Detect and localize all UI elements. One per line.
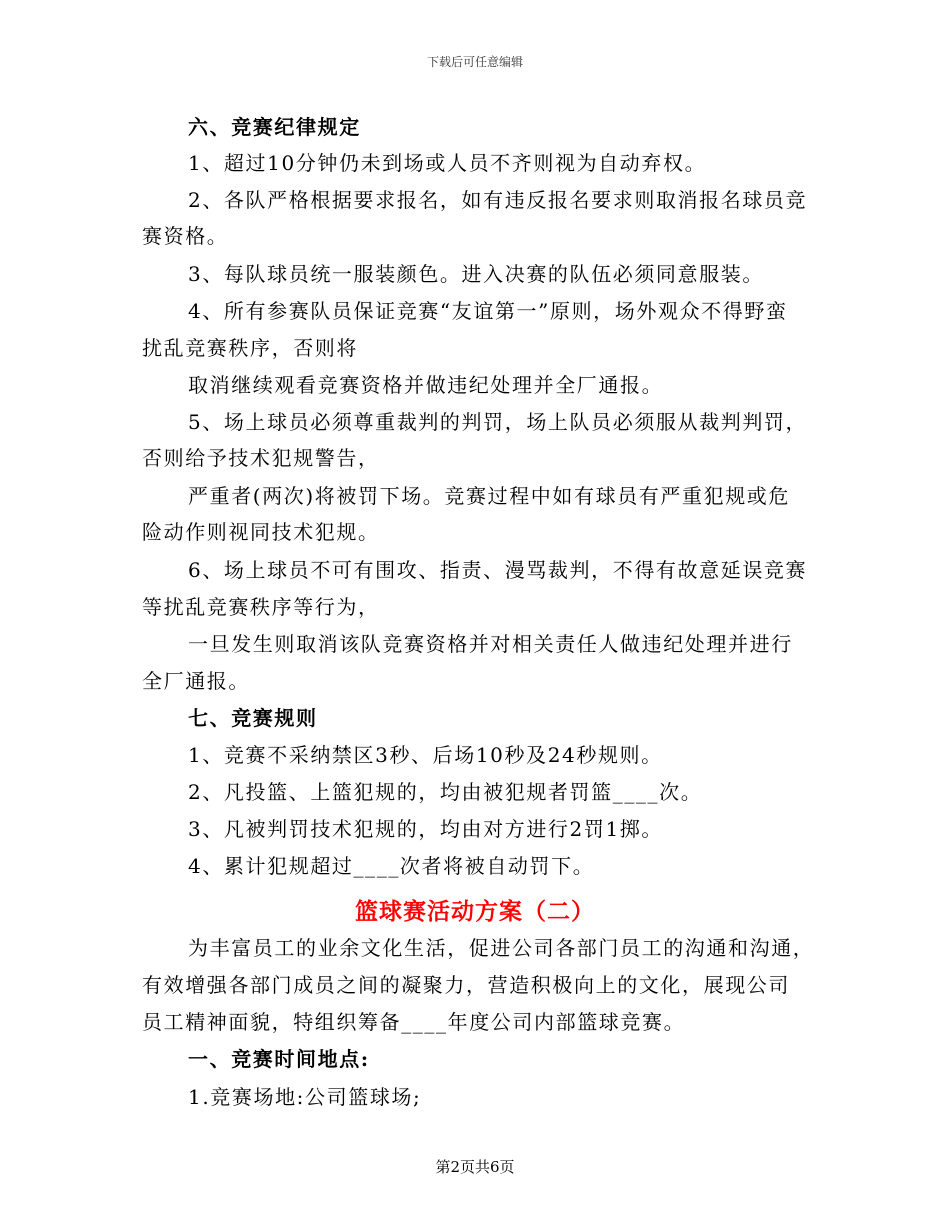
page-number: 第2页共6页 [435,1158,515,1176]
rule-6-5: 5、场上球员必须尊重裁判的判罚，场上队员必须服从裁判判罚， [188,410,808,434]
rule-6-5-cont3: 险动作则视同技术犯规。 [142,520,380,544]
rule-6-3: 3、每队球员统一服装颜色。进入决赛的队伍必须同意服装。 [188,262,764,286]
rule-7-1: 1、竞赛不采纳禁区3秒、后场10秒及24秒规则。 [188,743,663,767]
section-6-heading: 六、竞赛纪律规定 [188,115,361,139]
rule-6-2: 2、各队严格根据要求报名，如有违反报名要求则取消报名球员竞 [188,188,808,212]
rule-7-2: 2、凡投篮、上篮犯规的，均由被犯规者罚篮____次。 [188,780,703,804]
rule-6-6-cont2: 一旦发生则取消该队竞赛资格并对相关责任人做违纪处理并进行 [188,632,793,656]
rule-6-5-cont: 否则给予技术犯规警告， [142,446,380,470]
plan-2-section-1-heading: 一、竞赛时间地点: [188,1047,370,1071]
rule-7-4: 4、累计犯规超过____次者将被自动罚下。 [188,854,595,878]
rule-6-5-cont2: 严重者(两次)将被罚下场。竞赛过程中如有球员有严重犯规或危 [188,484,791,508]
plan-2-intro-1: 为丰富员工的业余文化生活，促进公司各部门员工的沟通和沟通， [188,936,815,960]
section-7-heading: 七、竞赛规则 [188,706,318,730]
rule-7-3: 3、凡被判罚技术犯规的，均由对方进行2罚1掷。 [188,817,663,841]
rule-6-6-cont: 等扰乱竞赛秩序等行为， [142,595,380,619]
page-header-note: 下载后可任意编辑 [426,55,523,69]
plan-2-intro-3: 员工精神面貌，特组织筹备____年度公司内部篮球竞赛。 [142,1010,686,1034]
plan-2-title: 篮球赛活动方案（二） [355,898,595,925]
rule-6-1: 1、超过10分钟仍未到场或人员不齐则视为自动弃权。 [188,151,707,175]
rule-6-6: 6、场上球员不可有围攻、指责、漫骂裁判，不得有故意延误竞赛 [188,558,808,582]
plan-2-item-1: 1.竞赛场地:公司篮球场; [188,1085,422,1109]
rule-6-2-cont: 赛资格。 [142,224,229,248]
plan-2-intro-2: 有效增强各部门成员之间的凝聚力，营造积极向上的文化，展现公司 [142,973,790,997]
rule-6-4: 4、所有参赛队员保证竞赛“友谊第一”原则，场外观众不得野蛮 [188,299,788,323]
rule-6-4-cont2: 取消继续观看竞赛资格并做违纪处理并全厂通报。 [188,373,664,397]
rule-6-4-cont: 扰乱竞赛秩序，否则将 [142,336,358,360]
rule-6-6-cont3: 全厂通报。 [142,669,250,693]
